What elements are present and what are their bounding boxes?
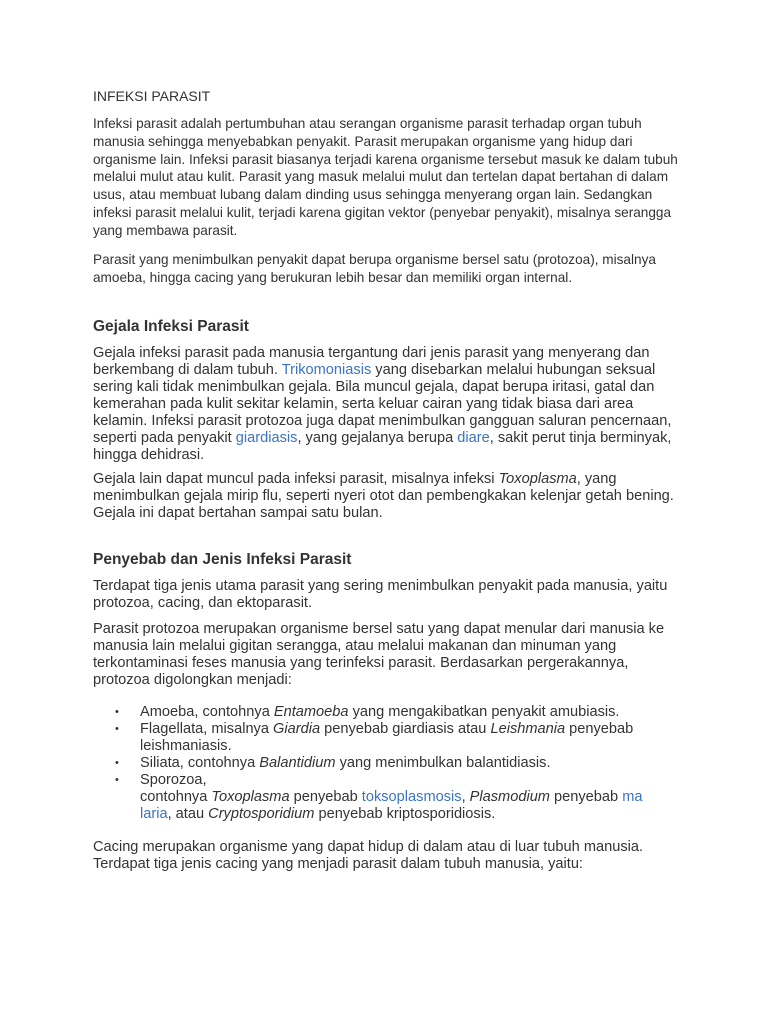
text: penyebab giardiasis atau: [320, 721, 491, 737]
page-title: INFEKSI PARASIT: [93, 88, 211, 104]
term: Toxoplasma: [211, 789, 290, 805]
text: , yang gejalanya berupa: [297, 430, 458, 446]
text: yang mengakibatkan penyakit amubiasis.: [348, 704, 620, 720]
penyebab-paragraph-1: Terdapat tiga jenis utama parasit yang sering menimbulkan penyakit pada manusia, yaitu protozoa, cacing, dan ektoparasit.: [93, 578, 668, 611]
protozoa-list: [93, 704, 693, 823]
term: Leishmania: [490, 721, 566, 737]
text: yang disebarkan melalui hubungan seksual sering kali tidak menimbulkan gejala. Bila muncul gejala, dapat berupa iritasi, gatal dan kemerahan pada kulit sekitar kelamin, serta keluar cairan yang tidak biasa dari area kelamin. Infeksi parasit protozoa juga dapat menimbulkan gangguan saluran pencernaan, seperti pada penyakit: [93, 362, 672, 446]
diare-link[interactable]: diare: [457, 430, 490, 446]
text: yang menimbulkan balantidiasis.: [335, 755, 551, 771]
penyebab-paragraph-3: Cacing merupakan organisme yang dapat hidup di dalam atau di luar tubuh manusia. Terdapat tiga jenis cacing yang menjadi parasit dalam tubuh manusia, yaitu:: [93, 839, 644, 872]
gejala-heading: Gejala Infeksi Parasit: [93, 318, 249, 335]
bullet-icon: •: [115, 706, 119, 718]
intro-paragraph-2: Parasit yang menimbulkan penyakit dapat berupa organisme bersel satu (protozoa), misalnya amoeba, hingga cacing yang berukuran lebih besar dan memiliki organ internal.: [93, 252, 656, 285]
link-text: laria: [140, 806, 168, 822]
text: , yang menimbulkan gejala mirip flu, seperti nyeri otot dan pembengkakan kelenjar getah bening. Gejala ini dapat bertahan sampai satu bulan.: [93, 471, 674, 521]
text: ,: [461, 789, 470, 805]
text: Sporozoa,: [140, 772, 207, 788]
text: Gejala lain dapat muncul pada infeksi parasit, misalnya infeksi: [93, 471, 499, 487]
list-item-text: [140, 755, 693, 772]
text: Flagellata, misalnya: [140, 721, 274, 737]
list-item-text: [140, 721, 693, 755]
text: Siliata, contohnya: [140, 755, 260, 771]
toksoplasmosis-link[interactable]: toksoplasmosis: [361, 789, 462, 805]
term: Giardia: [273, 721, 321, 737]
text: Gejala infeksi parasit pada manusia tergantung dari jenis parasit yang menyerang dan berkembang di dalam tubuh.: [93, 345, 650, 378]
gejala-paragraph-2: [93, 471, 678, 522]
toxoplasma-term: Toxoplasma: [498, 471, 577, 487]
penyebab-heading: Penyebab dan Jenis Infeksi Parasit: [93, 551, 352, 568]
giardiasis-link[interactable]: giardiasis: [235, 430, 298, 446]
text: , atau: [167, 806, 209, 822]
list-item: [93, 772, 693, 823]
list-item: [93, 704, 693, 721]
text: penyebab kriptosporidiosis.: [314, 806, 496, 822]
list-item: [93, 721, 693, 755]
bullet-icon: •: [115, 774, 119, 786]
penyebab-paragraph-2: Parasit protozoa merupakan organisme bersel satu yang dapat menular dari manusia ke manusia lain melalui gigitan serangga, atau melalui makanan dan minuman yang terkontaminasi feses manusia yang terinfeksi parasit. Berdasarkan pergerakannya, protozoa digolongkan menjadi:: [93, 621, 665, 688]
term: Cryptosporidium: [208, 806, 315, 822]
list-item: [93, 755, 693, 772]
text: penyebab: [289, 789, 362, 805]
text: penyebab: [549, 789, 623, 805]
term: Entamoeba: [273, 704, 349, 720]
list-item-text: [140, 704, 693, 721]
term: Balantidium: [259, 755, 336, 771]
bullet-icon: •: [115, 723, 119, 735]
text: , sakit perut tinja berminyak, hingga dehidrasi.: [93, 430, 672, 463]
intro-paragraph-1: Infeksi parasit adalah pertumbuhan atau serangan organisme parasit terhadap organ tubuh manusia sehingga menyebabkan penyakit. Parasit merupakan organisme yang hidup dari organisme lain. Infeksi parasit biasanya terjadi karena organisme tersebut masuk ke dalam tubuh melalui mulut atau kulit. Parasit yang masuk melalui mulut dan tertelan dapat bertahan di dalam usus, atau membuat lubang dalam dinding usus sehingga menyerang organ lain. Sedangkan infeksi parasit melalui kulit, terjadi karena gigitan vektor (penyebar penyakit), misalnya serangga yang membawa parasit.: [93, 116, 678, 238]
text: Amoeba, contohnya: [140, 704, 274, 720]
gejala-paragraph-1: [93, 345, 678, 464]
link-text: ma: [622, 789, 643, 805]
term: Plasmodium: [469, 789, 550, 805]
text: penyebab leishmaniasis.: [140, 721, 634, 754]
list-item-text: [140, 772, 680, 823]
trikomoniasis-link[interactable]: Trikomoniasis: [281, 362, 372, 378]
bullet-icon: •: [115, 757, 119, 769]
text: contohnya: [140, 789, 212, 805]
